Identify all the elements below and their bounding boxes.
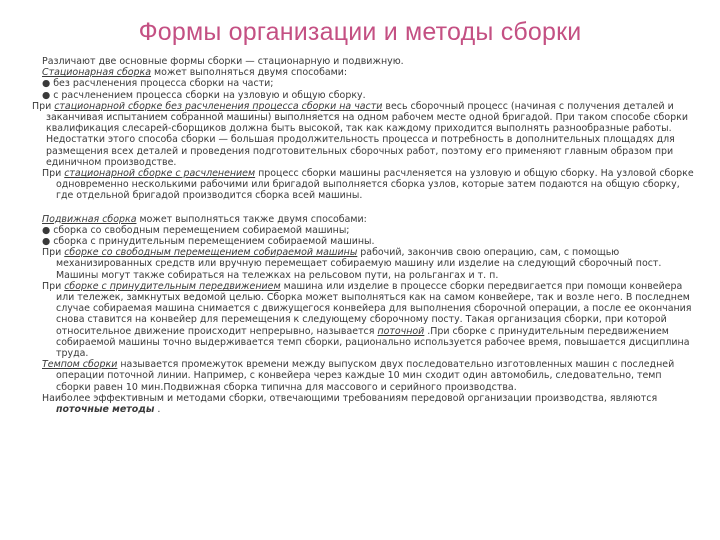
bullet-with-division: ● с расчленением процесса сборки на узловую и общую сборку. (42, 89, 366, 101)
text-pre: При (42, 280, 65, 292)
text-free-movement: рабочий, закончив свою операцию, сам, с помощью механизированных средств или вручную перемещает собираемую машину или изделие на следующий сборочный пост. Машины могут также собираться на тележках на рельсовом пути, на рольгангах и т. п. (56, 247, 662, 281)
page-title: Формы организации и методы сборки (138, 18, 582, 46)
text-forced-movement-b: .При сборке с принудительным передвижением собираемой машины точно выдерживается темп сборки, рационально используется рабочее время, повышается дисциплина труда. (56, 325, 690, 360)
text-forced-movement-a: машина или изделие в процессе сборки передвигается при помощи конвейера или тележек, замкнутых ведомой целью. Сборка может выполняться как на самом конвейере, так и возле него. В последнем случае собираемая машина снимается с движущегося конвейера для выполнения сборочной операции, а после ее окончания снова ставится на конвейер для перемещения к следующему сборочному посту. Такая организация сборки, при которой относительное движение происходит непрерывно, называется (56, 280, 692, 337)
bullet-forced-movement: ● сборка с принудительным перемещением собираемой машины. (42, 236, 375, 248)
paragraph-assembly-tempo (42, 359, 697, 393)
text-assembly-tempo: называется промежуток времени между выпуском двух последовательно изготовленных машин с последней операции поточной линии. Например, с конвейера через каждые 10 мин сходит один автомобиль, следовательно, темп сборки равен 10 мин.Подвижная сборка типична для массового и серийного производства. (56, 359, 675, 393)
text-stationary-methods: может выполняться двумя способами: (151, 67, 348, 79)
paragraph-stationary-with-division (42, 168, 697, 202)
text-stationary-without-division: весь сборочный процесс (начиная с получения деталей и заканчивая испытанием собранной машины) выполняется на одном рабочем месте одной бригадой. При таком способе сборки квалификация слесарей-сборщиков должна быть высокой, так как каждому приходится выполнять разнообразные работы. Недостатки этого способа сборки — большая продолжительность процесса и потребность в дополнительных площадях для размещения всех деталей и проведения подготовительных сборочных работ, поэтому его применяют главным образом при единичном производстве. (46, 100, 688, 168)
term-flow-methods: поточные методы (56, 404, 155, 416)
paragraph-free-movement (42, 247, 697, 281)
term-flow-assembly: поточной (377, 325, 425, 337)
term-forced-movement: сборке с принудительным передвижением (64, 280, 281, 292)
text-conclusion-end: . (154, 404, 161, 416)
term-moving-assembly: Подвижная сборка (42, 213, 137, 225)
paragraph-conclusion (42, 393, 697, 415)
bullet-free-movement: ● сборка со свободным перемещением собираемой машины; (42, 224, 350, 236)
text-pre: При (42, 247, 65, 259)
text-conclusion: Наиболее эффективным и методами сборки, отвечающими требованиям передовой организации производства, являются (42, 392, 658, 404)
paragraph-moving-methods (42, 214, 697, 225)
paragraph-stationary-without-division (32, 100, 697, 168)
term-stationary-with-division: стационарной сборке с расчленением (64, 168, 256, 180)
text-moving-methods: может выполняться также двумя способами: (136, 213, 367, 225)
text-pre: При (32, 100, 55, 112)
term-stationary-without-division: стационарной сборке без расчленения процесса сборки на части (54, 100, 383, 112)
document-body (32, 56, 697, 416)
text-pre: При (42, 168, 65, 180)
term-stationary-assembly: Стационарная сборка (42, 67, 152, 79)
term-free-movement: сборке со свободным перемещением собираемой машины (64, 247, 358, 259)
term-assembly-tempo: Темпом сборки (42, 359, 118, 371)
paragraph-forced-movement (42, 281, 697, 359)
section-gap (42, 202, 697, 214)
paragraph-forms-intro: Различают две основные формы сборки — стационарную и подвижную. (42, 56, 404, 67)
bullet-without-division: ● без расчленения процесса сборки на части; (42, 78, 274, 90)
text-stationary-with-division: процесс сборки машины расчленяется на узловую и общую сборку. На узловой сборке одновременно несколькими рабочими или бригадой выполняется сборка узлов, которые затем подаются на общую сборку, где отдельной бригадой производится сборка всей машины. (56, 168, 694, 202)
paragraph-stationary-methods (42, 67, 697, 78)
